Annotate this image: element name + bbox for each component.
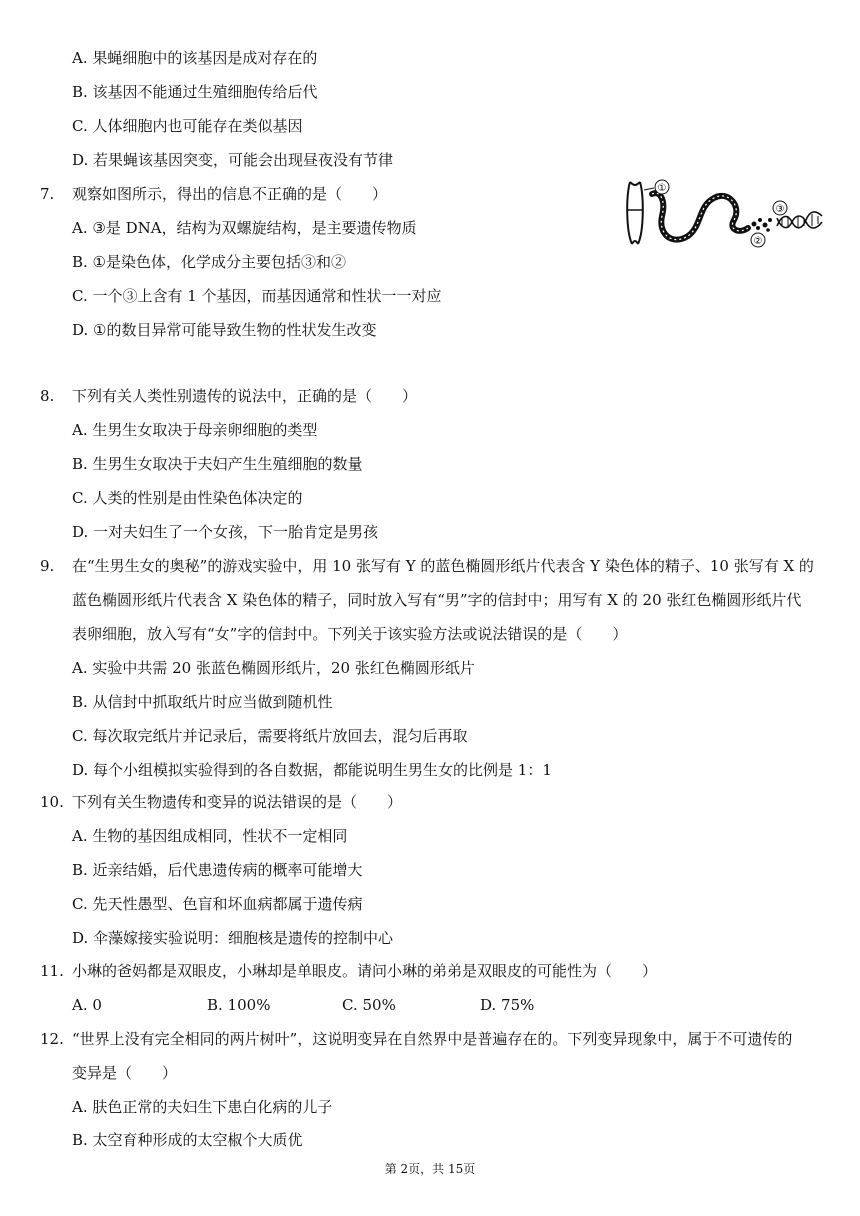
q9-option-a: A. 实验中共需 20 张蓝色椭圆形纸片，20 张红色椭圆形纸片	[72, 659, 475, 677]
q9-text-line-3: 表卵细胞，放入写有“女”字的信封中。下列关于该实验方法或说法错误的是（ ）	[72, 625, 628, 643]
q11-option-c: C. 50%	[342, 996, 396, 1014]
label-2: ②	[753, 236, 763, 247]
q11-option-b: B. 100%	[207, 996, 271, 1014]
chromosome-dna-figure	[622, 176, 827, 251]
q12-option-b: B. 太空育种形成的太空椒个大质优	[72, 1131, 303, 1149]
q8-option-d: D. 一对夫妇生了一个女孩，下一胎肯定是男孩	[72, 523, 379, 541]
label-1: ①	[657, 183, 667, 194]
q7-option-d: D. ①的数目异常可能导致生物的性状发生改变	[72, 321, 377, 339]
q7-number: 7.	[40, 185, 55, 203]
chromatin-coil	[652, 193, 748, 240]
q8-option-c: C. 人类的性别是由性染色体决定的	[72, 489, 303, 507]
q11-text: 小琳的爸妈都是双眼皮，小琳却是单眼皮。请问小琳的弟弟是双眼皮的可能性为（ ）	[72, 962, 658, 980]
q9-option-b: B. 从信封中抓取纸片时应当做到随机性	[72, 693, 333, 711]
q11-option-a: A. 0	[72, 996, 102, 1014]
q6-option-c: C. 人体细胞内也可能存在类似基因	[72, 117, 303, 135]
q6-option-d: D. 若果蝇该基因突变，可能会出现昼夜没有节律	[72, 151, 394, 169]
q8-text: 下列有关人类性别遗传的说法中，正确的是（ ）	[72, 387, 418, 405]
q8-option-b: B. 生男生女取决于夫妇产生生殖细胞的数量	[72, 455, 363, 473]
q9-option-c: C. 每次取完纸片并记录后，需要将纸片放回去，混匀后再取	[72, 727, 468, 745]
q8-option-a: A. 生男生女取决于母亲卵细胞的类型	[72, 421, 318, 439]
q11-option-d: D. 75%	[480, 996, 535, 1014]
q7-text: 观察如图所示，得出的信息不正确的是（ ）	[72, 185, 388, 203]
q7-option-b: B. ①是染色体，化学成分主要包括③和②	[72, 253, 347, 271]
q7-option-a: A. ③是 DNA，结构为双螺旋结构，是主要遗传物质	[72, 219, 417, 237]
q6-option-b: B. 该基因不能通过生殖细胞传给后代	[72, 83, 318, 101]
q11-number: 11.	[40, 962, 64, 980]
protein-dots	[752, 218, 773, 232]
q9-option-d: D. 每个小组模拟实验得到的各自数据，都能说明生男生女的比例是 1：1	[72, 761, 552, 779]
q10-option-b: B. 近亲结婚，后代患遗传病的概率可能增大	[72, 861, 363, 879]
q12-option-a: A. 肤色正常的夫妇生下患白化病的儿子	[72, 1098, 333, 1116]
q9-number: 9.	[40, 557, 55, 575]
q12-number: 12.	[40, 1030, 64, 1048]
q10-option-d: D. 伞藻嫁接实验说明：细胞核是遗传的控制中心	[72, 929, 394, 947]
label-3: ③	[775, 204, 785, 215]
q10-text: 下列有关生物遗传和变异的说法错误的是（ ）	[72, 793, 403, 811]
page-footer: 第 2页，共 15页	[384, 1162, 476, 1176]
q12-text-line-1: “世界上没有完全相同的两片树叶”，这说明变异在自然界中是普遍存在的。下列变异现象中，属于不可遗传的	[72, 1030, 793, 1048]
q7-option-c: C. 一个③上含有 1 个基因，而基因通常和性状一一对应	[72, 287, 442, 305]
q6-option-a: A. 果蝇细胞中的该基因是成对存在的	[72, 49, 318, 67]
q9-text-line-2: 蓝色椭圆形纸片代表含 X 染色体的精子，同时放入写有“男”字的信封中；用写有 X 的 20 张红色椭圆形纸片代	[72, 591, 802, 609]
q12-text-line-2: 变异是（ ）	[72, 1064, 178, 1082]
q10-number: 10.	[40, 793, 64, 811]
q10-option-c: C. 先天性愚型、色盲和坏血病都属于遗传病	[72, 895, 363, 913]
q9-text-line-1: 在“生男生女的奥秘”的游戏实验中，用 10 张写有 Y 的蓝色椭圆形纸片代表含 Y 染色体的精子、10 张写有 X 的	[72, 557, 814, 575]
chromosome-icon	[627, 182, 643, 244]
q8-number: 8.	[40, 387, 55, 405]
q10-option-a: A. 生物的基因组成相同，性状不一定相同	[72, 827, 348, 845]
